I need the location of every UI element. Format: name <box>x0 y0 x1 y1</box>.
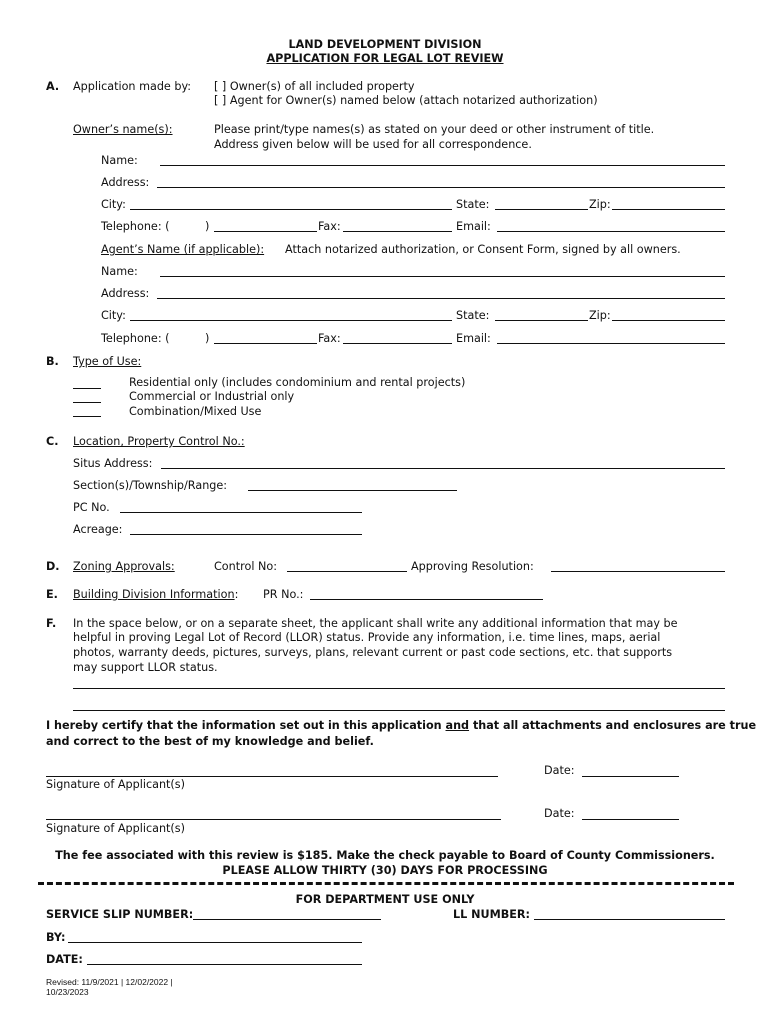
certification-line-2: and correct to the best of my knowledge and belief. <box>46 735 374 748</box>
acreage-field[interactable] <box>130 534 362 535</box>
agent-zip-field[interactable] <box>612 320 725 321</box>
form-title: APPLICATION FOR LEGAL LOT REVIEW <box>266 52 504 65</box>
owner-email-label: Email: <box>456 220 491 233</box>
pc-no-label: PC No. <box>73 501 110 514</box>
owner-checkbox-option[interactable]: [ ] Owner(s) of all included property <box>214 80 415 93</box>
owner-address-label: Address: <box>101 176 150 189</box>
signature-line-2[interactable] <box>46 819 501 820</box>
use-commercial-label: Commercial or Industrial only <box>129 390 295 403</box>
agent-telephone-label: Telephone: ( <box>101 332 170 345</box>
use-residential-label: Residential only (includes condominium and rental projects) <box>129 376 466 389</box>
approving-resolution-label: Approving Resolution: <box>411 560 534 573</box>
agent-instruction: Attach notarized authorization, or Consent Form, signed by all owners. <box>285 243 681 256</box>
signature-1-date-label: Date: <box>544 764 575 777</box>
pr-no-label: PR No.: <box>263 588 304 601</box>
owner-state-label: State: <box>456 198 490 211</box>
agent-email-field[interactable] <box>497 343 725 344</box>
type-of-use-heading: Type of Use: <box>73 355 142 368</box>
owner-name-field[interactable] <box>160 165 725 166</box>
agent-checkbox-option[interactable]: [ ] Agent for Owner(s) named below (attach notarized authorization) <box>214 94 598 107</box>
section-township-range-field[interactable] <box>248 490 457 491</box>
use-mixed-blank[interactable] <box>73 416 101 417</box>
agent-address-label: Address: <box>101 287 150 300</box>
control-no-field[interactable] <box>287 571 407 572</box>
owner-address-field[interactable] <box>157 187 725 188</box>
agent-state-label: State: <box>456 309 490 322</box>
signature-1-date-field[interactable] <box>582 776 679 777</box>
agent-telephone-paren: ) <box>205 332 210 345</box>
owner-email-field[interactable] <box>497 231 725 232</box>
certification-line-1 <box>46 719 756 733</box>
signature-2-date-field[interactable] <box>582 819 679 820</box>
additional-info-line-2[interactable] <box>73 710 725 711</box>
pc-no-field[interactable] <box>120 512 362 513</box>
owner-fax-field[interactable] <box>343 231 452 232</box>
section-f-text-1: In the space below, or on a separate sheet, the applicant shall write any additional information that may be <box>73 617 678 630</box>
building-division-heading-text: Building Division Information <box>73 588 235 601</box>
section-e-letter: E. <box>46 588 58 601</box>
processing-notice: PLEASE ALLOW THIRTY (30) DAYS FOR PROCESSING <box>222 864 548 877</box>
approving-resolution-field[interactable] <box>551 571 725 572</box>
agent-fax-label: Fax: <box>318 332 341 345</box>
department-date-field[interactable] <box>87 964 362 965</box>
revision-note-2: 10/23/2023 <box>46 987 89 997</box>
signature-1-label: Signature of Applicant(s) <box>46 778 185 791</box>
revision-note-1: Revised: 11/9/2021 | 12/02/2022 | <box>46 977 173 987</box>
section-a-letter: A. <box>46 80 60 93</box>
control-no-label: Control No: <box>214 560 277 573</box>
pr-no-field[interactable] <box>310 599 543 600</box>
agent-state-field[interactable] <box>495 320 588 321</box>
situs-address-field[interactable] <box>161 468 725 469</box>
agent-address-field[interactable] <box>157 298 725 299</box>
additional-info-line-1[interactable] <box>73 688 725 689</box>
signature-2-label: Signature of Applicant(s) <box>46 822 185 835</box>
owner-telephone-paren: ) <box>205 220 210 233</box>
owner-telephone-label: Telephone: ( <box>101 220 170 233</box>
acreage-label: Acreage: <box>73 523 123 536</box>
ll-number-field[interactable] <box>534 919 725 920</box>
building-division-heading <box>73 588 238 602</box>
owner-zip-label: Zip: <box>589 198 611 211</box>
section-f-letter: F. <box>46 617 57 630</box>
service-slip-label: SERVICE SLIP NUMBER: <box>46 908 194 921</box>
use-mixed-label: Combination/Mixed Use <box>129 405 262 418</box>
use-commercial-blank[interactable] <box>73 402 101 403</box>
department-date-label: DATE: <box>46 953 83 966</box>
owner-telephone-field[interactable] <box>214 231 317 232</box>
by-label: BY: <box>46 931 66 944</box>
section-f-text-2: helpful in proving Legal Lot of Record (LLOR) status. Provide any information, i.e. time lines, maps, aerial <box>73 631 661 644</box>
certification-part-2: that all attachments and enclosures are true <box>469 719 757 732</box>
owner-zip-field[interactable] <box>612 209 725 210</box>
use-residential-blank[interactable] <box>73 388 101 389</box>
agent-city-field[interactable] <box>130 320 452 321</box>
agent-zip-label: Zip: <box>589 309 611 322</box>
section-b-letter: B. <box>46 355 59 368</box>
ll-number-label: LL NUMBER: <box>453 908 530 921</box>
division-title: LAND DEVELOPMENT DIVISION <box>288 38 482 51</box>
service-slip-field[interactable] <box>193 919 381 920</box>
certification-and: and <box>445 719 470 732</box>
certification-part-1: I hereby certify that the information set out in this application <box>46 719 446 732</box>
agent-name-field[interactable] <box>160 276 725 277</box>
zoning-approvals-heading: Zoning Approvals: <box>73 560 175 573</box>
department-use-heading: FOR DEPARTMENT USE ONLY <box>295 893 475 906</box>
owner-state-field[interactable] <box>495 209 588 210</box>
section-c-letter: C. <box>46 435 59 448</box>
situs-address-label: Situs Address: <box>73 457 153 470</box>
owners-instruction-2: Address given below will be used for all correspondence. <box>214 138 532 151</box>
owner-city-field[interactable] <box>130 209 452 210</box>
owner-fax-label: Fax: <box>318 220 341 233</box>
building-division-colon: : <box>234 588 239 601</box>
agent-city-label: City: <box>101 309 126 322</box>
dashed-divider <box>38 882 734 885</box>
agent-name-heading: Agent’s Name (if applicable): <box>101 243 265 256</box>
owner-name-label: Name: <box>101 154 138 167</box>
owners-instruction-1: Please print/type names(s) as stated on your deed or other instrument of title. <box>214 123 655 136</box>
agent-telephone-field[interactable] <box>214 343 317 344</box>
application-made-by-label: Application made by: <box>73 80 192 93</box>
owner-city-label: City: <box>101 198 126 211</box>
agent-fax-field[interactable] <box>343 343 452 344</box>
agent-email-label: Email: <box>456 332 491 345</box>
signature-2-date-label: Date: <box>544 807 575 820</box>
agent-name-label: Name: <box>101 265 138 278</box>
by-field[interactable] <box>68 942 362 943</box>
signature-line-1[interactable] <box>46 776 498 777</box>
section-d-letter: D. <box>46 560 60 573</box>
section-f-text-4: may support LLOR status. <box>73 661 218 674</box>
fee-statement: The fee associated with this review is $185. Make the check payable to Board of County Commissioners. <box>55 849 715 862</box>
owners-name-heading: Owner’s name(s): <box>73 123 173 136</box>
location-heading: Location, Property Control No.: <box>73 435 245 448</box>
section-f-text-3: photos, warranty deeds, pictures, surveys, plans, relevant current or past code sections, etc. that supports <box>73 646 673 659</box>
section-township-range-label: Section(s)/Township/Range: <box>73 479 228 492</box>
